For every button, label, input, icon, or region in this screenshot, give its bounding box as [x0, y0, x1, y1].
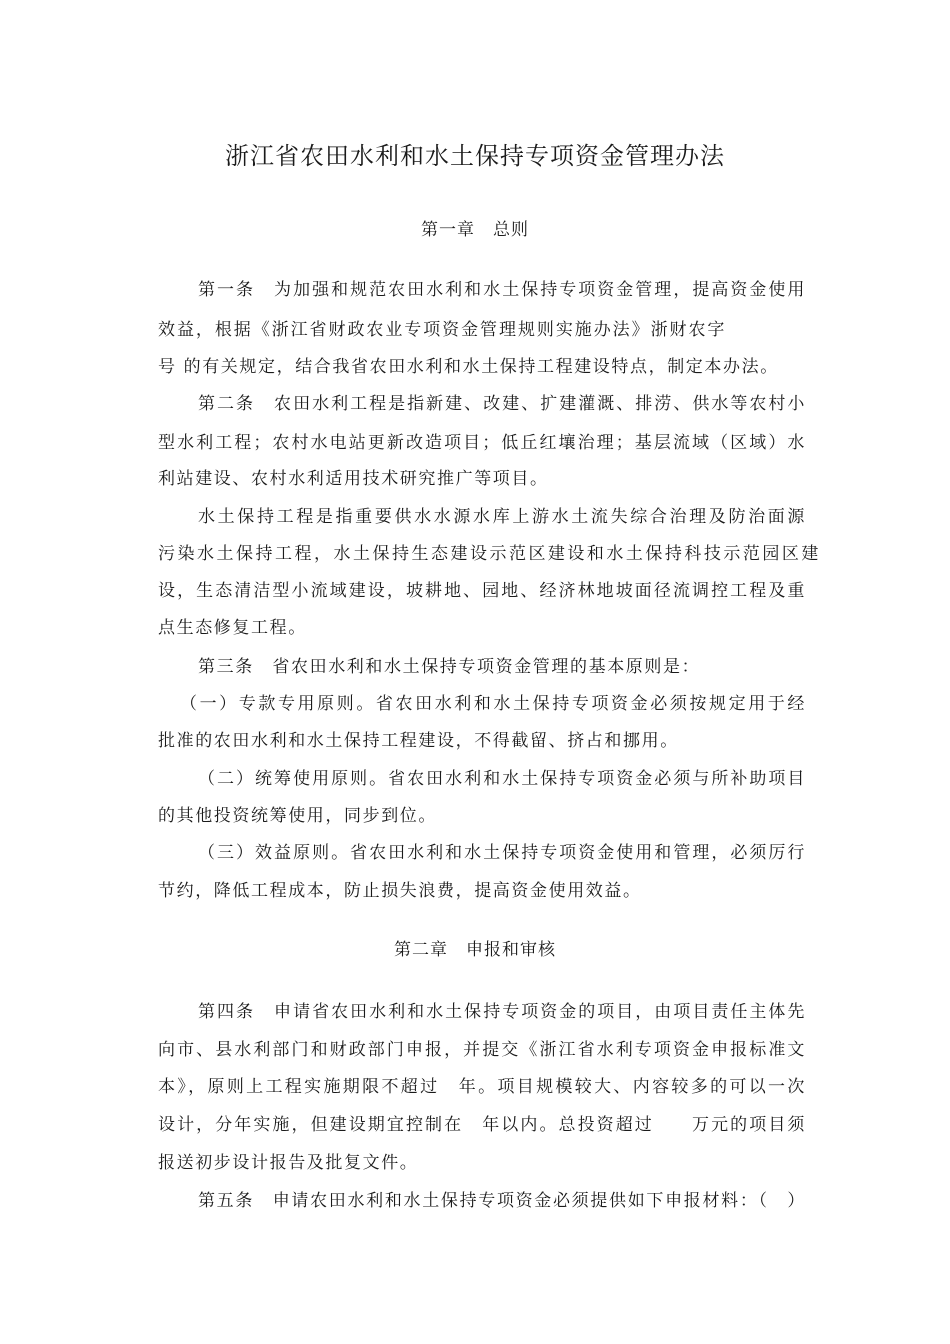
- paragraph-line: （一）专款专用原则。省农田水利和水土保持专项资金必须按规定用于经: [180, 694, 806, 714]
- paragraph-line: 本》，原则上工程实施期限不超过 年。项目规模较大、内容较多的可以一次: [158, 1077, 806, 1097]
- paragraph-line: 水土保持工程是指重要供水水源水库上游水土流失综合治理及防治面源: [198, 507, 806, 527]
- paragraph-line: （三）效益原则。省农田水利和水土保持专项资金使用和管理，必须厉行: [198, 843, 806, 863]
- paragraph-line: 第五条 申请农田水利和水土保持专项资金必须提供如下申报材料：（ ）: [198, 1191, 806, 1211]
- paragraph-line: 效益，根据《浙江省财政农业专项资金管理规则实施办法》浙财农字: [158, 320, 726, 340]
- paragraph-line: 号 的有关规定，结合我省农田水利和水土保持工程建设特点，制定本办法。: [158, 357, 779, 377]
- paragraph-line: 型水利工程；农村水电站更新改造项目；低丘红壤治理；基层流域（区域）水: [158, 433, 806, 453]
- paragraph-line: 设，生态清洁型小流域建设，坡耕地、园地、经济林地坡面径流调控工程及重: [158, 581, 806, 601]
- paragraph-line: 第一条 为加强和规范农田水利和水土保持专项资金管理，提高资金使用: [198, 280, 806, 300]
- paragraph-line: 的其他投资统筹使用，同步到位。: [158, 806, 437, 826]
- paragraph-line: 报送初步设计报告及批复文件。: [158, 1153, 419, 1173]
- chapter-heading-1: 第一章 总则: [421, 220, 529, 240]
- chapter-heading-2: 第二章 申报和审核: [394, 940, 556, 960]
- paragraph-line: 第二条 农田水利工程是指新建、改建、扩建灌溉、排涝、供水等农村小: [198, 394, 806, 414]
- paragraph-line: 节约，降低工程成本，防止损失浪费，提高资金使用效益。: [158, 881, 642, 901]
- paragraph-line: 向市、县水利部门和财政部门申报，并提交《浙江省水利专项资金申报标准文: [158, 1040, 806, 1060]
- paragraph-line: （二）统筹使用原则。省农田水利和水土保持专项资金必须与所补助项目: [198, 769, 806, 789]
- paragraph-line: 第四条 申请省农田水利和水土保持专项资金的项目，由项目责任主体先: [198, 1002, 806, 1022]
- paragraph-line: 批准的农田水利和水土保持工程建设，不得截留、挤占和挪用。: [158, 731, 679, 751]
- paragraph-line: 第三条 省农田水利和水土保持专项资金管理的基本原则是：: [198, 657, 701, 677]
- paragraph-line: 设计，分年实施，但建设期宜控制在 年以内。总投资超过 万元的项目须: [158, 1115, 806, 1135]
- paragraph-line: 点生态修复工程。: [158, 618, 307, 638]
- paragraph-line: 利站建设、农村水利适用技术研究推广等项目。: [158, 469, 549, 489]
- document-title: 浙江省农田水利和水土保持专项资金管理办法: [225, 142, 725, 170]
- paragraph-line: 污染水土保持工程，水土保持生态建设示范区建设和水土保持科技示范园区建: [158, 544, 820, 564]
